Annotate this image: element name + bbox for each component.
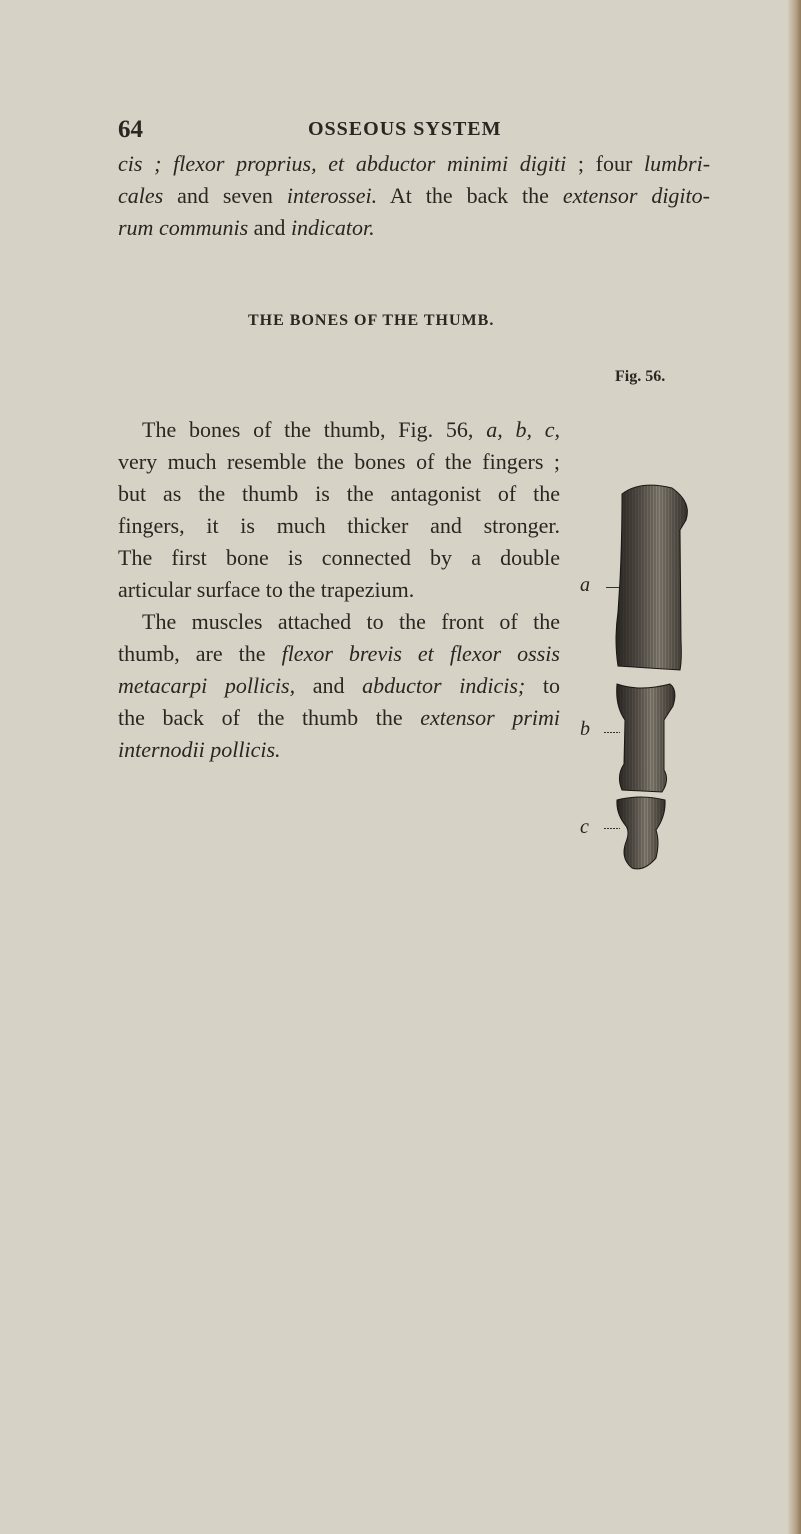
italic-term: cis ;: [118, 151, 174, 176]
text-run: and: [295, 673, 363, 698]
text-line: [118, 638, 560, 670]
italic-term: a, b, c,: [486, 417, 561, 442]
italic-term: metacarpi pollicis,: [118, 673, 296, 698]
figure-caption: Fig. 56.: [615, 368, 666, 385]
text-run: The muscles attached to the front of the: [142, 609, 560, 634]
text-run: The first bone is connected by a double: [118, 545, 560, 570]
bone-a-metacarpal: [616, 485, 687, 670]
text-run: ; four: [566, 151, 645, 176]
text-line: [118, 606, 560, 638]
text-line: [118, 574, 560, 606]
body-paragraph: [118, 414, 560, 766]
text-run: and: [248, 215, 291, 240]
text-run: but as the thumb is the antagonist of the: [118, 481, 560, 506]
text-line: [118, 148, 710, 180]
italic-term: flexor proprius, et abductor minimi digiti: [173, 151, 567, 176]
section-heading: THE BONES OF THE THUMB.: [248, 312, 495, 329]
running-title: OSSEOUS SYSTEM: [308, 118, 502, 140]
italic-term: cales: [118, 183, 164, 208]
text-run: and seven: [163, 183, 287, 208]
text-run: the back of the thumb the: [118, 705, 421, 730]
page-edge: [787, 0, 801, 1534]
text-run: The bones of the thumb, Fig. 56,: [142, 417, 487, 442]
text-line: [118, 478, 560, 510]
italic-term: internodii pollicis.: [118, 737, 281, 762]
text-line: [118, 670, 560, 702]
text-run: articular surface to the trapezium.: [118, 577, 415, 602]
thumb-bones-illustration: [600, 480, 710, 880]
italic-term: rum communis: [118, 215, 249, 240]
text-run: to: [525, 673, 560, 698]
text-line: [118, 212, 710, 244]
text-line: [118, 542, 560, 574]
text-line: [118, 180, 710, 212]
italic-term: lumbri-: [644, 151, 711, 176]
italic-term: abductor indicis;: [362, 673, 526, 698]
text-line: [118, 702, 560, 734]
italic-term: flexor brevis et flexor ossis: [281, 641, 560, 666]
text-run: fingers, it is much thicker and stronger.: [118, 513, 560, 538]
italic-term: indicator.: [290, 215, 375, 240]
text-line: [118, 510, 560, 542]
text-line: [118, 446, 560, 478]
italic-term: interossei.: [286, 183, 378, 208]
text-run: thumb, are the: [118, 641, 282, 666]
italic-term: extensor digito-: [562, 183, 710, 208]
text-line: [118, 414, 560, 446]
italic-term: extensor primi: [420, 705, 561, 730]
figure-label-c: c: [580, 816, 589, 838]
text-line: [118, 734, 560, 766]
text-run: very much resemble the bones of the fingers ;: [118, 449, 560, 474]
page-number: 64: [118, 116, 143, 143]
figure-label-b: b: [580, 718, 590, 740]
bone-c-second-phalanx: [617, 797, 665, 869]
top-paragraph: [118, 148, 710, 244]
text-run: At the back the: [377, 183, 563, 208]
bone-b-first-phalanx: [617, 684, 675, 792]
figure-label-a: a: [580, 574, 590, 596]
